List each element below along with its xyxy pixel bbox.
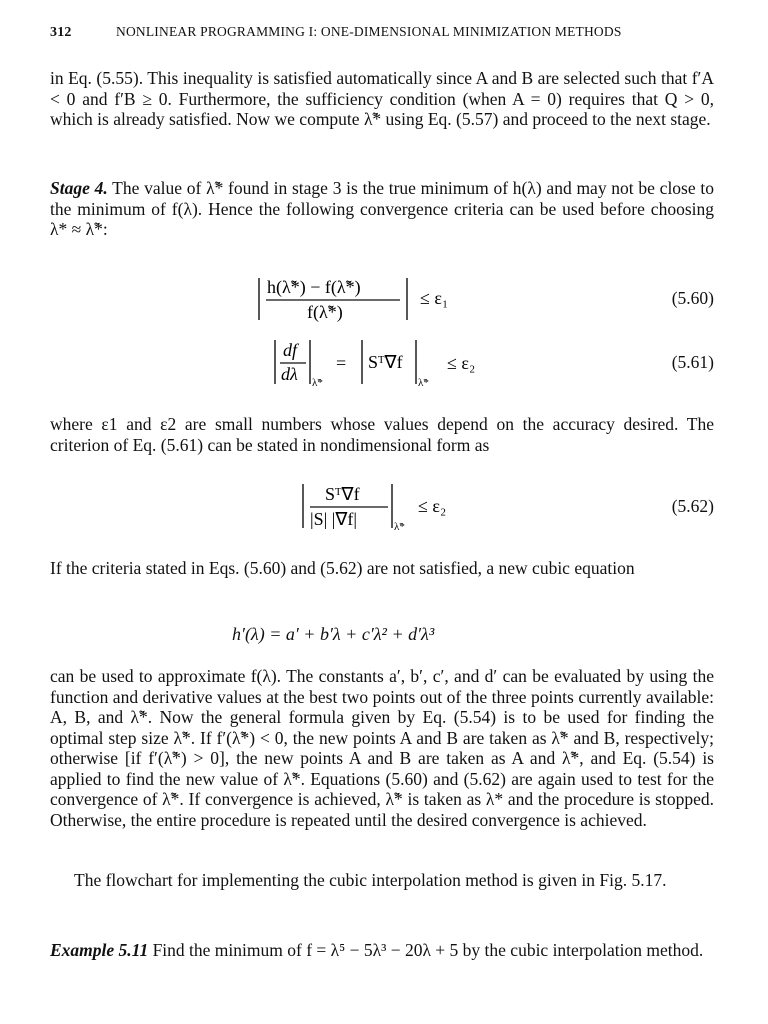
- equation-5-60-math: [50, 272, 650, 328]
- equation-5-62: [50, 480, 714, 536]
- example-heading: Example 5.11: [50, 940, 149, 960]
- eq2-lhs-numerator: df: [283, 340, 298, 360]
- eq3-eval-point: λ̃*: [394, 521, 405, 533]
- eq2-lhs-denominator: dλ: [281, 364, 298, 384]
- eq2-eval-point-2: λ̃*: [418, 377, 429, 389]
- running-header: [50, 24, 714, 41]
- paragraph-approximate: can be used to approximate f(λ). The constants a′, b′, c′, and d′ can be evaluated by using the function and derivative values at the best two points out of the three points currently available: A, B, and λ̃*. Now the general formula given by Eq. (5.54) is to be used for finding the optimal step size λ̃*. If f′(λ̃*) < 0, the new points A and B are taken as λ̃* and B, respectively; otherwise [if f′(λ̃*) > 0], the new points A and B are taken as A and λ̃*, and Eq. (5.54) is applied to find the new value of λ̃*. Equations (5.60) and (5.62) are again used to test for the convergence of λ̃*. If convergence is achieved, λ̃* is taken as λ* and the procedure is stopped. Otherwise, the entire procedure is repeated until the desired convergence is achieved.: [50, 666, 714, 830]
- paragraph-where: where ε1 and ε2 are small numbers whose values depend on the accuracy desired. The criterion of Eq. (5.61) can be stated in nondimensional form as: [50, 414, 714, 455]
- eq1-rhs: ≤ ε₁: [420, 288, 449, 308]
- paragraph-flowchart: The flowchart for implementing the cubic interpolation method is given in Fig. 5.17.: [74, 870, 667, 890]
- equation-5-61-math: [50, 336, 650, 392]
- paragraph-stage-4: [50, 178, 714, 240]
- page-number: 312: [50, 25, 72, 40]
- paragraph-criteria: If the criteria stated in Eqs. (5.60) and (5.62) are not satisfied, a new cubic equation: [50, 558, 635, 578]
- eq2-eval-point-1: λ̃*: [312, 377, 323, 389]
- paragraph-intro: in Eq. (5.55). This inequality is satisfied automatically since A and B are selected such that f′A < 0 and f′B ≥ 0. Furthermore, the sufficiency condition (when A = 0) requires that Q > 0, which is already satisfied. Now we compute λ̃* using Eq. (5.57) and proceed to the next stage.: [50, 68, 714, 129]
- eq3-rhs: ≤ ε₂: [418, 496, 447, 516]
- eq2-middle: Sᵀ∇f: [368, 352, 403, 372]
- eq2-rhs: ≤ ε₂: [447, 353, 476, 373]
- cubic-equation-text: h′(λ) = a′ + b′λ + c′λ² + d′λ³: [232, 624, 435, 644]
- equation-number-5-61: (5.61): [671, 352, 714, 372]
- stage-4-heading: Stage 4.: [50, 178, 108, 198]
- equation-number-5-60: (5.60): [671, 288, 714, 308]
- eq1-denominator: f(λ̃*): [307, 302, 343, 322]
- equation-cubic: [50, 620, 714, 650]
- equation-5-60: [50, 272, 714, 328]
- equation-5-62-math: [50, 480, 650, 536]
- paragraph-example: [50, 940, 714, 961]
- equation-5-61: [50, 336, 714, 392]
- eq1-numerator: h(λ̃*) − f(λ̃*): [267, 277, 361, 297]
- eq3-numerator: Sᵀ∇f: [325, 484, 360, 504]
- running-title: NONLINEAR PROGRAMMING I: ONE-DIMENSIONAL MINIMIZATION METHODS: [116, 24, 622, 39]
- eq3-denominator: |S| |∇f|: [310, 509, 357, 529]
- stage-4-text: The value of λ̃* found in stage 3 is the true minimum of h(λ) and may not be close to the minimum of f(λ). Hence the following convergence criteria can be used before choosing λ* ≈ λ̃*:: [50, 178, 714, 239]
- equation-number-5-62: (5.62): [671, 496, 714, 516]
- svg-text:=: =: [336, 353, 347, 373]
- example-text: Find the minimum of f = λ⁵ − 5λ³ − 20λ + 5 by the cubic interpolation method.: [152, 940, 704, 960]
